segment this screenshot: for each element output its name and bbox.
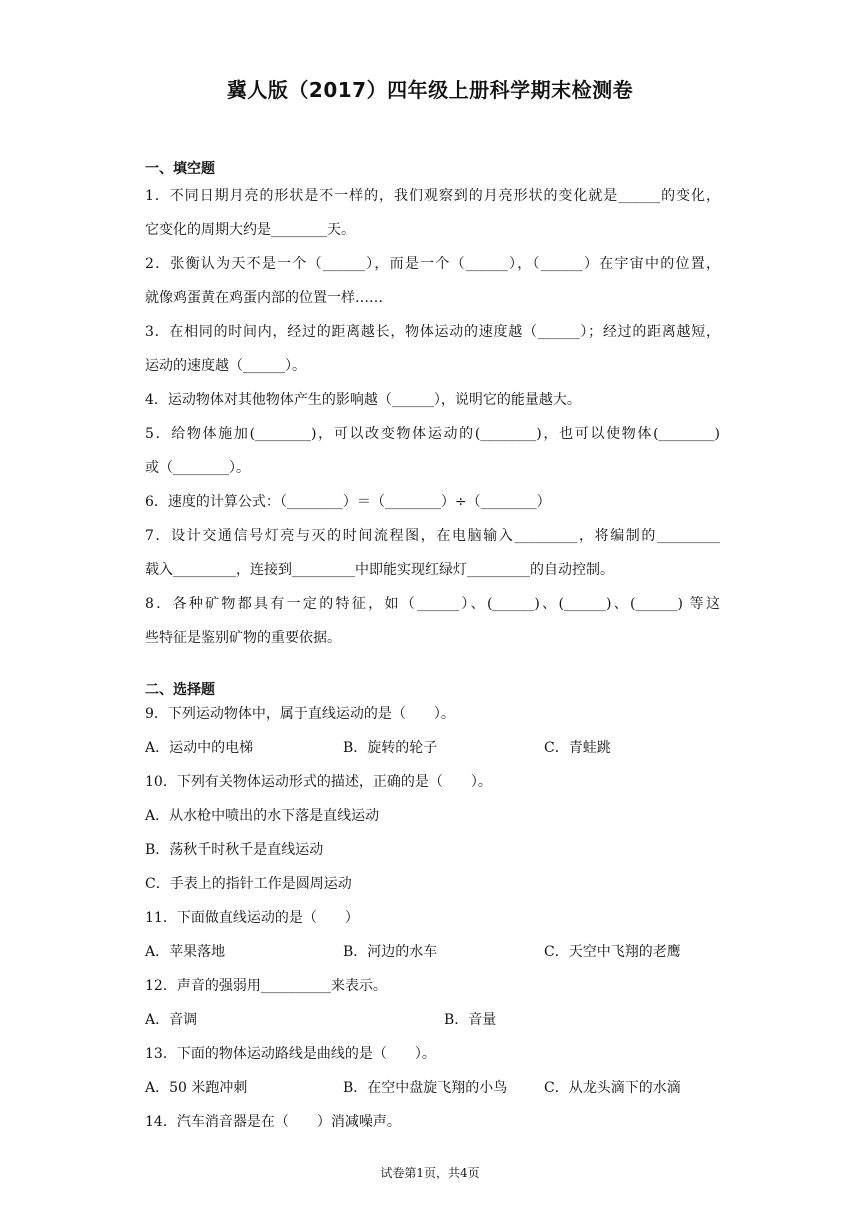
question-10-option-c: C．手表上的指针工作是圆周运动	[145, 876, 352, 892]
question-10-option-b: B．荡秋千时秋千是直线运动	[145, 842, 324, 858]
section-heading-fill-blank: 一、填空题	[145, 161, 215, 177]
section-heading-multiple-choice: 二、选择题	[145, 682, 215, 698]
question-1-line-2: 它变化的周期大约是________天。	[145, 222, 355, 238]
question-4: 4．运动物体对其他物体产生的影响越（______），说明它的能量越大。	[145, 392, 581, 408]
page-footer: 试卷第1页，共4页	[380, 1166, 480, 1180]
question-9-option-b: B．旋转的轮子	[343, 740, 438, 756]
question-2-line-2: 就像鸡蛋黄在鸡蛋内部的位置一样……	[145, 290, 383, 306]
question-13-option-b: B．在空中盘旋飞翔的小鸟	[343, 1080, 508, 1096]
question-7-line-1: 7．设计交通信号灯亮与灭的时间流程图，在电脑输入_________，将编制的_________	[145, 528, 720, 544]
question-13-option-c: C．从龙头滴下的水滴	[544, 1080, 681, 1096]
question-11-option-b: B．河边的水车	[343, 944, 438, 960]
question-10-option-a: A．从水枪中喷出的水下落是直线运动	[145, 808, 380, 824]
question-3-line-2: 运动的速度越（______）。	[145, 358, 306, 374]
question-11-option-a: A．苹果落地	[145, 944, 226, 960]
question-12-option-b: B．音量	[444, 1012, 497, 1028]
question-13-option-a: A．50 米跑冲刺	[145, 1080, 248, 1096]
question-8-line-2: 些特征是鉴别矿物的重要依据。	[145, 630, 341, 646]
question-12-option-a: A．音调	[145, 1012, 198, 1028]
question-14-stem: 14．汽车消音器是在（ ）消减噪声。	[145, 1114, 401, 1130]
question-9-option-a: A．运动中的电梯	[145, 740, 254, 756]
question-1-line-1: 1．不同日期月亮的形状是不一样的，我们观察到的月亮形状的变化就是______的变化，	[145, 188, 720, 204]
question-13-stem: 13．下面的物体运动路线是曲线的是（ ）。	[145, 1046, 436, 1062]
question-3-line-1: 3．在相同的时间内，经过的距离越长，物体运动的速度越（______）；经过的距离越短，	[145, 324, 720, 340]
question-5-line-2: 或（________）。	[145, 460, 250, 476]
question-9-option-c: C．青蛙跳	[544, 740, 611, 756]
question-5-line-1: 5．给物体施加(________)，可以改变物体运动的(________)，也可以使物体(________)	[145, 426, 720, 442]
question-12-stem: 12．声音的强弱用__________来表示。	[145, 978, 387, 994]
question-10-stem: 10．下列有关物体运动形式的描述，正确的是（ ）。	[145, 774, 492, 790]
question-7-line-2: 载入_________，连接到_________中即能实现红绿灯_________的自动控制。	[145, 562, 614, 578]
question-9-stem: 9．下列运动物体中，属于直线运动的是（ ）。	[145, 706, 455, 722]
question-8-line-1: 8．各种矿物都具有一定的特征，如（______）、(______)、(______)、(______) 等这	[145, 596, 720, 612]
question-6: 6．速度的计算公式：（________）＝（________）÷（________）	[145, 494, 551, 510]
page-title: 冀人版（2017）四年级上册科学期末检测卷	[226, 78, 634, 102]
question-11-option-c: C．天空中飞翔的老鹰	[544, 944, 681, 960]
question-2-line-1: 2．张衡认为天不是一个（______），而是一个（______），（______）在宇宙中的位置，	[145, 256, 720, 272]
question-11-stem: 11．下面做直线运动的是（ ）	[145, 910, 359, 926]
